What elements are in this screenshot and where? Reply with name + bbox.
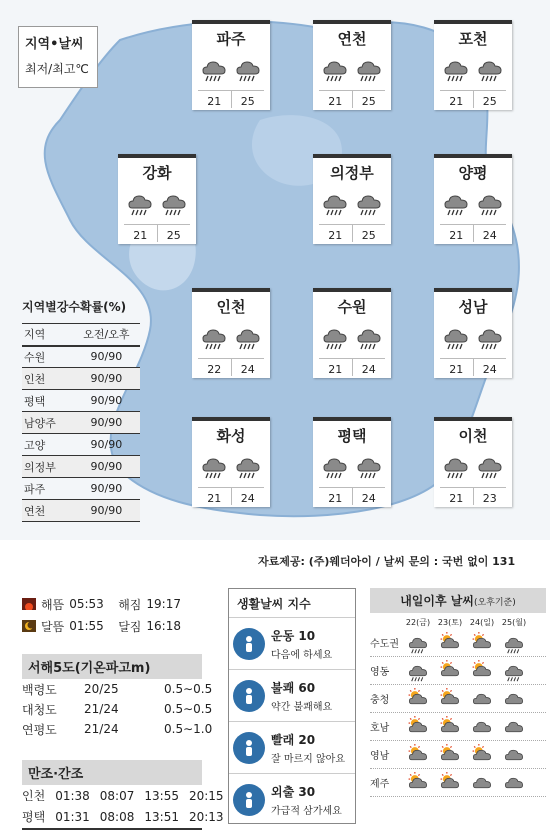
city-name: 연천 (337, 30, 367, 48)
sun-cloud-icon (471, 744, 493, 766)
sunset-time: 19:17 (146, 597, 181, 611)
sun-cloud-icon (471, 660, 493, 682)
city-icons (192, 322, 270, 354)
forecast-cell (498, 744, 530, 766)
high-temp: 24 (361, 363, 376, 376)
sun-cloud-icon (407, 744, 429, 766)
low-temp: 21 (198, 488, 232, 505)
cloud-icon (503, 744, 525, 766)
rain-cloud-icon (503, 632, 525, 654)
sun-cloud-icon (407, 688, 429, 710)
city-temps (440, 358, 506, 376)
tide-time: 20:13 (188, 809, 224, 824)
forecast-panel (370, 588, 546, 797)
low-temp: 21 (124, 225, 158, 242)
probability-cell: 90/90 (71, 368, 140, 390)
forecast-region: 영동 (370, 667, 390, 678)
life-index-item (229, 669, 355, 721)
city-icons (434, 451, 512, 483)
table-row (22, 368, 140, 390)
forecast-cell (498, 772, 530, 794)
life-index-label: 불쾌 60 (271, 680, 316, 695)
forecast-cell (466, 744, 498, 766)
forecast-row (370, 685, 546, 713)
forecast-cell (434, 688, 466, 710)
forecast-day: 22(금) (405, 618, 431, 627)
tide-time: 13:51 (144, 809, 179, 824)
city-icons (313, 54, 391, 86)
forecast-cell (402, 744, 434, 766)
forecast-row (370, 629, 546, 657)
region-cell: 남양주 (22, 412, 71, 434)
rain-cloud-icon (355, 451, 383, 479)
forecast-row (370, 657, 546, 685)
rain-cloud-icon (321, 322, 349, 350)
city-name: 의정부 (330, 164, 374, 182)
cloud-icon (503, 772, 525, 794)
rain-cloud-icon (503, 660, 525, 682)
forecast-cell (402, 688, 434, 710)
city-temps (319, 358, 385, 376)
city-card (313, 288, 391, 378)
low-temp: 21 (319, 91, 353, 108)
city-name: 양평 (458, 164, 488, 182)
forecast-title-text: 내일이후 날씨 (400, 594, 474, 608)
tide-time: 08:07 (99, 788, 135, 803)
city-card (118, 154, 196, 244)
low-temp: 21 (319, 359, 353, 376)
forecast-region: 충청 (370, 695, 390, 706)
rain-cloud-icon (442, 54, 470, 82)
city-card (313, 154, 391, 244)
life-index-item (229, 773, 355, 825)
island-name: 백령도 (22, 682, 57, 697)
forecast-cell (402, 716, 434, 738)
discomfort-icon (233, 680, 265, 712)
low-temp: 21 (440, 225, 474, 242)
sun-moon-times (22, 593, 181, 637)
sunrise-time: 05:53 (69, 597, 104, 611)
forecast-cell (498, 688, 530, 710)
city-card (313, 20, 391, 110)
city-name: 화성 (216, 427, 246, 445)
table-row (22, 434, 140, 456)
city-temps (198, 487, 264, 505)
probability-cell: 90/90 (71, 412, 140, 434)
forecast-day: 24(일) (469, 618, 495, 627)
table-row (22, 500, 140, 522)
legend-subtitle: 최저/최고℃ (25, 62, 89, 76)
city-icons (434, 188, 512, 220)
rain-header-ampm: 오전/오후 (71, 324, 140, 346)
high-temp: 24 (482, 363, 497, 376)
map-legend (18, 26, 98, 88)
forecast-cell (466, 688, 498, 710)
high-temp: 25 (240, 95, 255, 108)
city-name: 파주 (216, 30, 246, 48)
sunrise-label: 해뜸 (41, 597, 65, 612)
rain-cloud-icon (442, 451, 470, 479)
tide-location: 인천 (22, 789, 46, 803)
probability-cell: 90/90 (71, 346, 140, 368)
forecast-row (370, 741, 546, 769)
city-name: 수원 (337, 298, 367, 316)
rain-cloud-icon (200, 451, 228, 479)
rain-header-region: 지역 (22, 324, 71, 346)
high-temp: 24 (240, 492, 255, 505)
tide-time: 13:55 (144, 788, 179, 803)
city-card (192, 20, 270, 110)
rain-cloud-icon (407, 660, 429, 682)
tide-table (22, 785, 224, 827)
moonrise-time: 01:55 (69, 619, 104, 633)
region-cell: 수원 (22, 346, 71, 368)
forecast-note: (오후기준) (473, 598, 516, 608)
laundry-icon (233, 732, 265, 764)
table-row (22, 456, 140, 478)
high-temp: 25 (361, 229, 376, 242)
rain-cloud-icon (321, 451, 349, 479)
island-name: 연평도 (22, 722, 57, 737)
tide-time: 20:15 (188, 788, 224, 803)
probability-cell: 90/90 (71, 390, 140, 412)
rain-table-title: 지역별강수확률(%) (22, 300, 127, 314)
wave-height: 0.5∼0.5 (164, 702, 213, 716)
rain-cloud-icon (476, 322, 504, 350)
city-name: 강화 (142, 164, 172, 182)
life-index-desc: 잘 마르지 않아요 (271, 753, 345, 765)
divider (22, 828, 202, 830)
table-row (22, 679, 234, 699)
sun-row (22, 593, 181, 615)
city-icons (434, 54, 512, 86)
sun-cloud-icon (439, 660, 461, 682)
table-row (22, 806, 224, 827)
wave-height: 0.5∼0.5 (164, 682, 213, 696)
sun-cloud-icon (407, 716, 429, 738)
forecast-region: 영남 (370, 751, 390, 762)
moonrise-icon (22, 620, 36, 632)
low-temp: 22 (198, 359, 232, 376)
life-index-label: 운동 10 (271, 628, 316, 643)
rain-cloud-icon (126, 188, 154, 216)
city-card (192, 288, 270, 378)
rain-cloud-icon (321, 54, 349, 82)
life-index-item (229, 721, 355, 773)
forecast-region: 수도권 (370, 639, 399, 650)
city-card (434, 417, 512, 507)
table-row (22, 699, 234, 719)
sun-cloud-icon (439, 688, 461, 710)
sun-cloud-icon (439, 772, 461, 794)
rain-cloud-icon (407, 632, 429, 654)
city-temps (124, 224, 190, 242)
tide-section-title: 만조·간조 (22, 760, 202, 785)
high-temp: 25 (166, 229, 181, 242)
city-name: 인천 (216, 298, 246, 316)
rain-cloud-icon (200, 322, 228, 350)
forecast-cell (466, 716, 498, 738)
legend-title: 지역•날씨 (25, 37, 84, 52)
forecast-cell (498, 716, 530, 738)
cloud-icon (503, 716, 525, 738)
sea-table (22, 679, 234, 739)
city-temps (319, 487, 385, 505)
life-index-desc: 다음에 하세요 (271, 649, 333, 661)
forecast-title (370, 588, 546, 613)
forecast-cell (434, 632, 466, 654)
city-temps (198, 90, 264, 108)
table-row (22, 719, 234, 739)
sun-cloud-icon (439, 744, 461, 766)
moon-row (22, 615, 181, 637)
rain-cloud-icon (200, 54, 228, 82)
rain-cloud-icon (321, 188, 349, 216)
rain-cloud-icon (355, 188, 383, 216)
life-index-label: 빨래 20 (271, 732, 316, 747)
high-temp: 23 (482, 492, 497, 505)
rain-cloud-icon (442, 188, 470, 216)
rain-cloud-icon (234, 54, 262, 82)
city-card (434, 288, 512, 378)
life-index-panel (228, 588, 356, 824)
forecast-cell (402, 660, 434, 682)
table-row (22, 346, 140, 368)
table-row (22, 478, 140, 500)
sunset-label: 해짐 (118, 597, 142, 612)
city-card (434, 20, 512, 110)
low-temp: 21 (440, 359, 474, 376)
region-cell: 평택 (22, 390, 71, 412)
forecast-cell (498, 632, 530, 654)
tide-time: 08:08 (99, 809, 135, 824)
city-name: 포천 (458, 30, 488, 48)
city-card (192, 417, 270, 507)
forecast-region: 제주 (370, 779, 390, 790)
forecast-cell (466, 632, 498, 654)
forecast-days (402, 617, 546, 629)
forecast-cell (434, 716, 466, 738)
rain-cloud-icon (355, 322, 383, 350)
rain-cloud-icon (160, 188, 188, 216)
high-temp: 25 (361, 95, 376, 108)
region-cell: 파주 (22, 478, 71, 500)
outing-icon (233, 784, 265, 816)
forecast-cell (402, 632, 434, 654)
city-icons (313, 451, 391, 483)
rain-cloud-icon (442, 322, 470, 350)
sunrise-icon (22, 598, 36, 610)
sun-cloud-icon (439, 716, 461, 738)
moonset-time: 16:18 (146, 619, 181, 633)
temp-range: 21/24 (84, 702, 119, 716)
temp-range: 21/24 (84, 722, 119, 736)
tide-time: 01:38 (55, 788, 90, 803)
probability-cell: 90/90 (71, 456, 140, 478)
forecast-row (370, 769, 546, 797)
low-temp: 21 (319, 225, 353, 242)
city-icons (192, 54, 270, 86)
probability-cell: 90/90 (71, 500, 140, 522)
forecast-cell (434, 660, 466, 682)
moonset-label: 달짐 (118, 619, 142, 634)
low-temp: 21 (319, 488, 353, 505)
forecast-row (370, 713, 546, 741)
city-card (434, 154, 512, 244)
tide-time: 01:31 (55, 809, 90, 824)
table-row (22, 412, 140, 434)
wave-height: 0.5∼1.0 (164, 722, 213, 736)
sea-section-title: 서해5도(기온파고m) (22, 654, 202, 679)
rain-cloud-icon (476, 54, 504, 82)
probability-cell: 90/90 (71, 478, 140, 500)
table-row (22, 785, 224, 806)
region-cell: 연천 (22, 500, 71, 522)
city-temps (319, 224, 385, 242)
probability-cell: 90/90 (71, 434, 140, 456)
city-icons (313, 322, 391, 354)
city-temps (440, 90, 506, 108)
cloud-icon (471, 716, 493, 738)
rain-cloud-icon (476, 188, 504, 216)
city-name: 평택 (337, 427, 367, 445)
region-cell: 고양 (22, 434, 71, 456)
data-source-note: 자료제공: (주)웨더아이 / 날씨 문의 : 국번 없이 131 (258, 555, 516, 568)
forecast-cell (402, 772, 434, 794)
rain-cloud-icon (476, 451, 504, 479)
life-index-desc: 약간 불쾌해요 (271, 701, 333, 713)
city-icons (313, 188, 391, 220)
cloud-icon (471, 772, 493, 794)
moonrise-label: 달뜸 (41, 619, 65, 634)
life-index-label: 외출 30 (271, 784, 316, 799)
low-temp: 21 (440, 488, 474, 505)
forecast-cell (434, 744, 466, 766)
region-cell: 인천 (22, 368, 71, 390)
island-name: 대청도 (22, 702, 57, 717)
forecast-region: 호남 (370, 723, 390, 734)
forecast-cell (466, 772, 498, 794)
city-temps (319, 90, 385, 108)
high-temp: 25 (482, 95, 497, 108)
city-icons (434, 322, 512, 354)
forecast-cell (434, 772, 466, 794)
sun-cloud-icon (471, 632, 493, 654)
rain-cloud-icon (234, 451, 262, 479)
cloud-icon (471, 688, 493, 710)
life-index-item (229, 617, 355, 669)
cloud-icon (503, 688, 525, 710)
low-temp: 21 (440, 91, 474, 108)
high-temp: 24 (240, 363, 255, 376)
city-name: 이천 (458, 427, 488, 445)
exercise-icon (233, 628, 265, 660)
table-row (22, 390, 140, 412)
city-card (313, 417, 391, 507)
low-temp: 21 (198, 91, 232, 108)
city-temps (198, 358, 264, 376)
high-temp: 24 (361, 492, 376, 505)
forecast-day: 25(월) (501, 618, 527, 627)
forecast-day: 23(토) (437, 618, 463, 627)
city-name: 성남 (458, 298, 488, 316)
life-index-title: 생활날씨 지수 (237, 597, 311, 611)
city-temps (440, 224, 506, 242)
sun-cloud-icon (439, 632, 461, 654)
temp-range: 20/25 (84, 682, 119, 696)
high-temp: 24 (482, 229, 497, 242)
life-index-desc: 가급적 삼가세요 (271, 805, 342, 817)
rain-cloud-icon (234, 322, 262, 350)
sun-cloud-icon (407, 772, 429, 794)
city-icons (118, 188, 196, 220)
city-temps (440, 487, 506, 505)
city-icons (192, 451, 270, 483)
forecast-cell (466, 660, 498, 682)
tide-location: 평택 (22, 810, 46, 824)
region-cell: 의정부 (22, 456, 71, 478)
rain-cloud-icon (355, 54, 383, 82)
forecast-cell (498, 660, 530, 682)
rain-probability-table (22, 298, 144, 522)
